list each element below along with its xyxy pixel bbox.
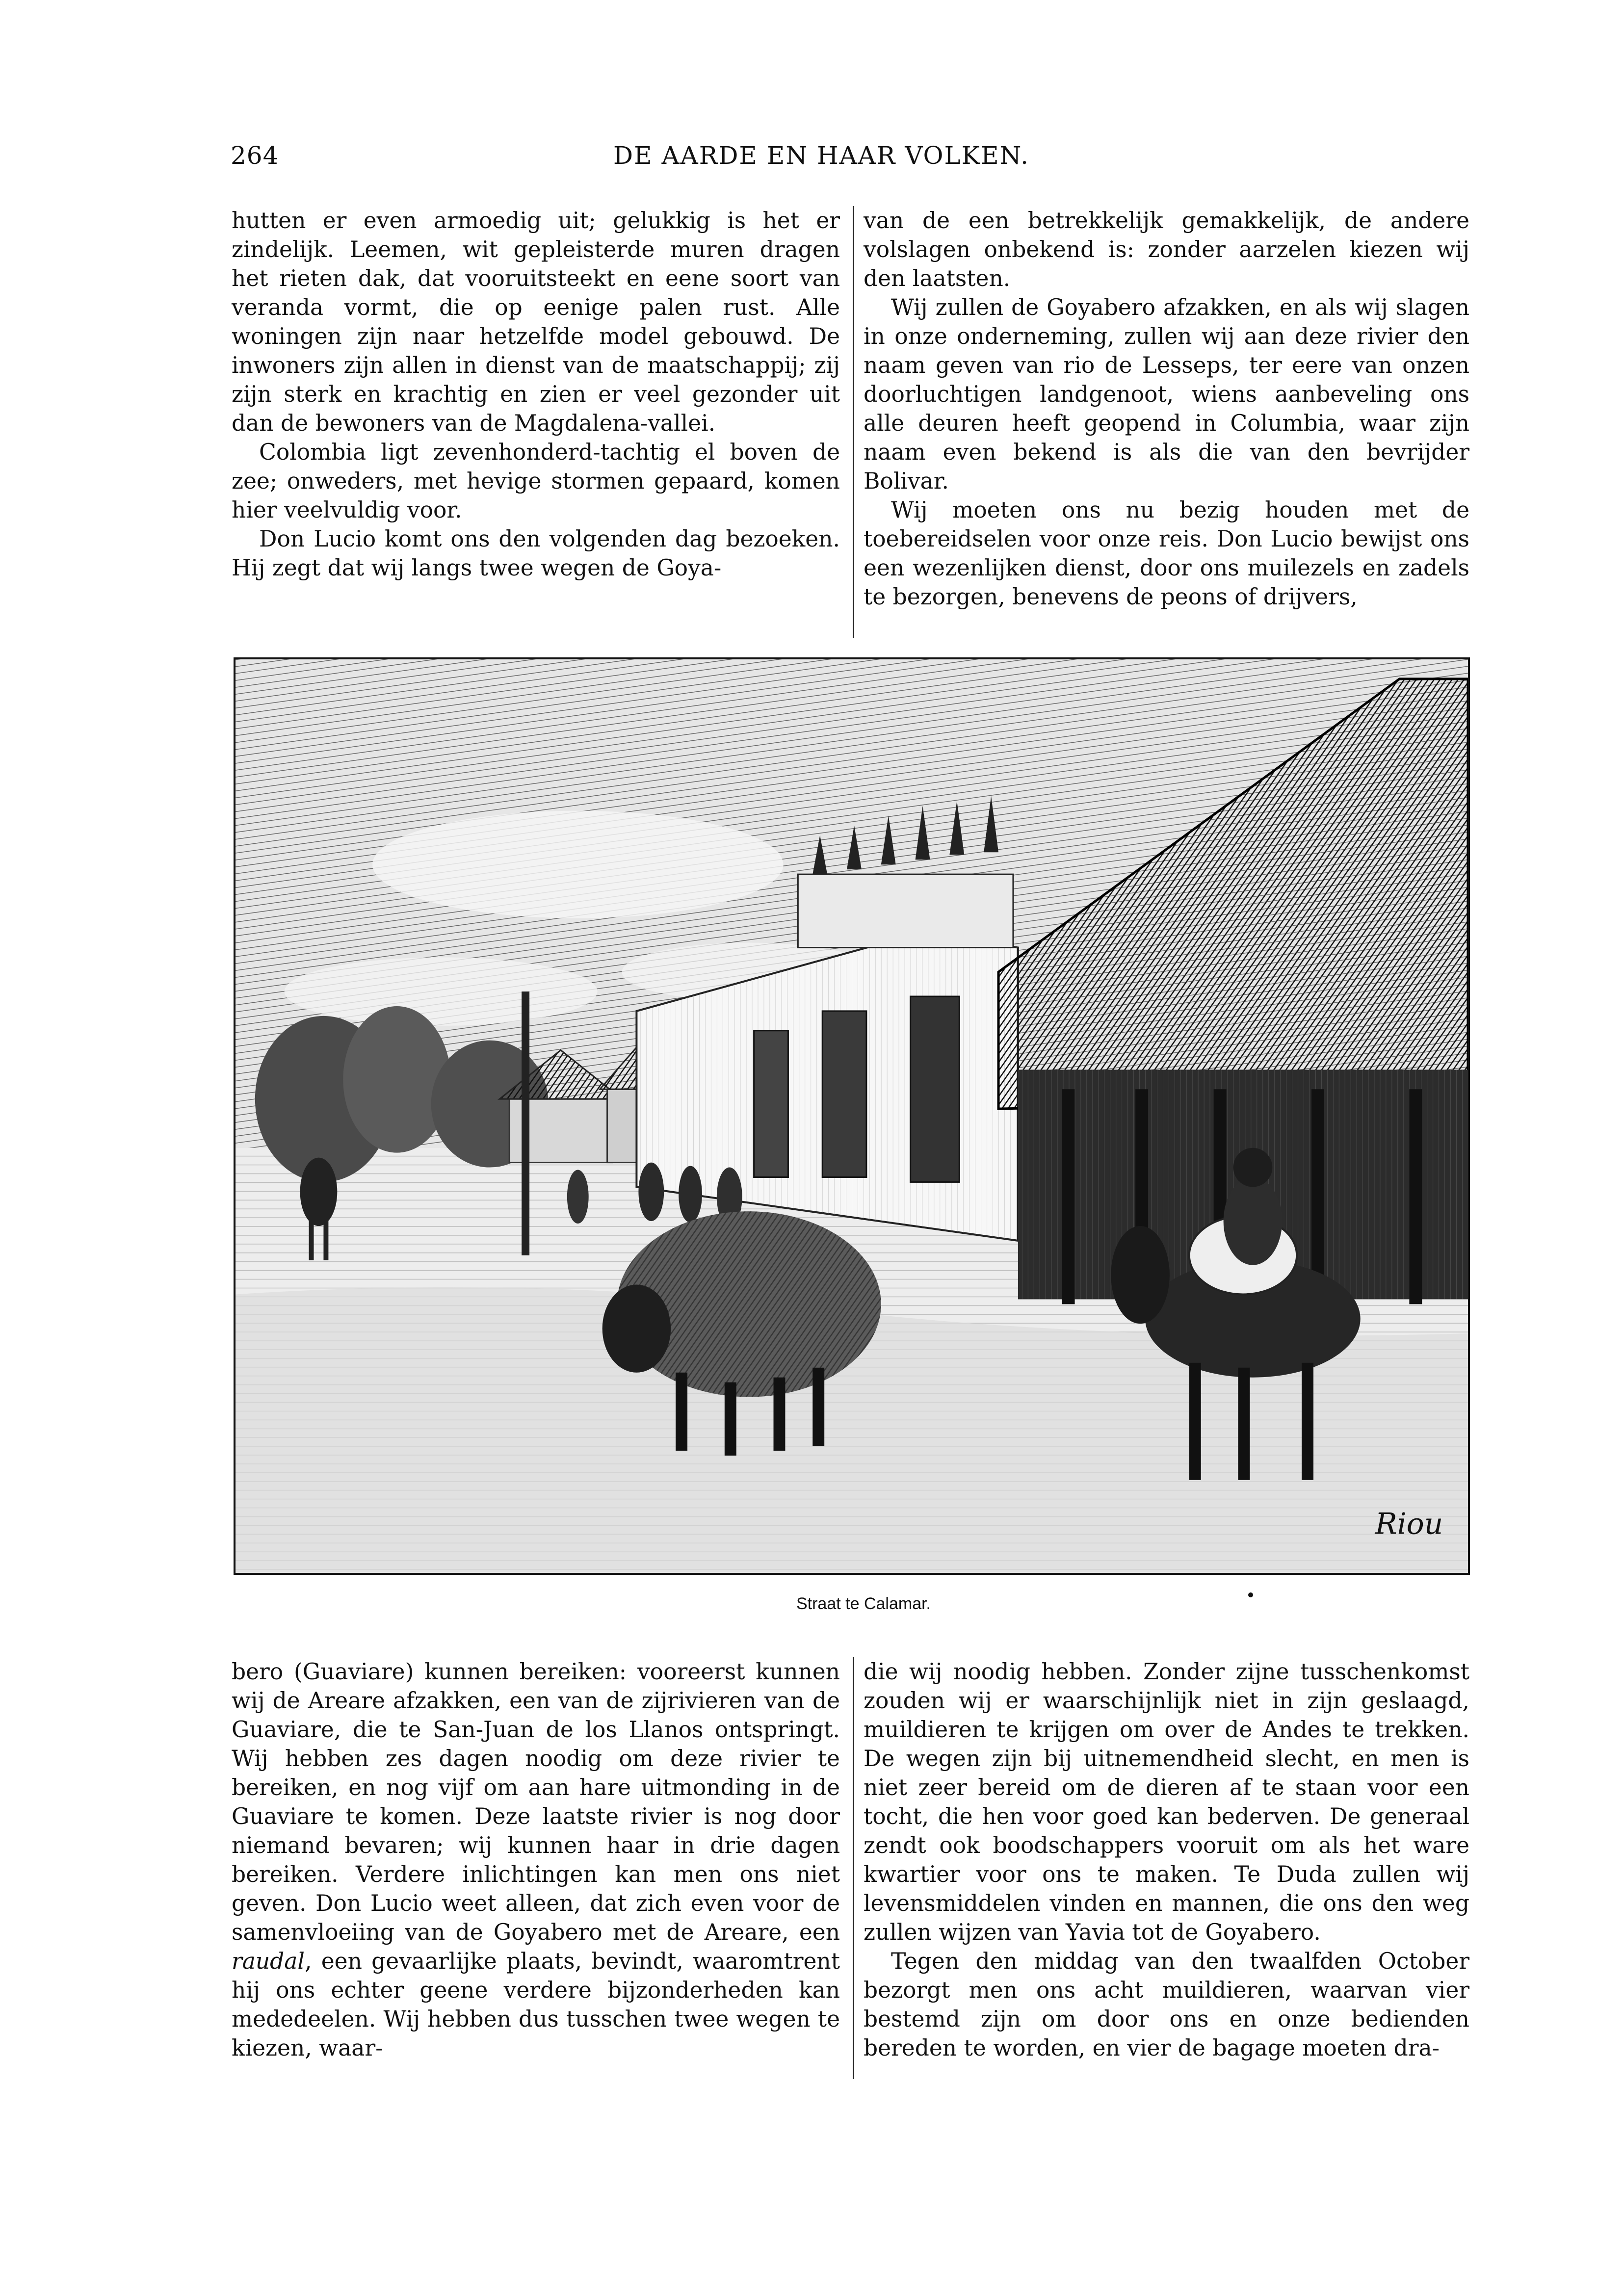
column-divider bbox=[853, 206, 854, 638]
engraving-illustration bbox=[236, 659, 1468, 1573]
running-title: DE AARDE EN HAAR VOLKEN. bbox=[613, 141, 1030, 170]
paragraph bbox=[232, 1657, 840, 2062]
figure-caption: Straat te Calamar. bbox=[796, 1594, 931, 1613]
paragraph: Wij moeten ons nu bezig houden met de toebereidselen voor onze reis. Don Lucio bewijst ons een wezenlijken dienst, door ons muilezels en zadels te bezorgen, benevens de peons of drijvers, bbox=[864, 497, 1469, 610]
paragraph: Don Lucio komt ons den volgenden dag bezoeken. Hij zegt dat wij langs twee wegen de Goya- bbox=[232, 526, 840, 581]
paragraph: van de een betrekkelijk gemakkelijk, de andere volslagen onbekend is: zonder aarzelen kiezen wij den laatsten. bbox=[864, 208, 1469, 291]
cloud bbox=[372, 811, 783, 918]
artist-signature: Riou bbox=[1375, 1507, 1443, 1541]
column-divider bbox=[853, 1657, 854, 2079]
paragraph: hutten er even armoedig uit; gelukkig is het er zindelijk. Leemen, wit gepleisterde muren dragen het rieten dak, dat vooruitsteekt en eene soort van veranda vormt, die op eenige palen rust. Alle woningen zijn naar hetzelfde model gebouwd. De inwoners zijn allen in dienst van de maatschappij; zij zijn sterk en krachtig en zien er veel gezonder uit dan de bewoners van de Magdalena-vallei. bbox=[232, 208, 840, 436]
page-number: 264 bbox=[231, 141, 279, 170]
italic-term: raudal bbox=[232, 1948, 305, 1974]
engraving-street-scene bbox=[234, 657, 1470, 1575]
paragraph-text: , een gevaarlijke plaats, bevindt, waaromtrent hij ons echter geene verdere bijzonderheden kan mededeelen. Wij hebben dus tusschen twee wegen te kiezen, waar- bbox=[232, 1948, 840, 2061]
wooden-pole bbox=[522, 991, 529, 1255]
cloud bbox=[285, 957, 598, 1025]
text-column-bottom-left bbox=[232, 1657, 840, 2062]
paragraph: Colombia ligt zevenhonderd-tachtig el boven de zee; onweders, met hevige stormen gepaard, komen hier veelvuldig voor. bbox=[232, 439, 840, 523]
paragraph: die wij noodig hebben. Zonder zijne tusschenkomst zouden wij er waarschijnlijk niet in zijn geslaagd, muildieren te krijgen om over de Andes te trekken. De wegen zijn bij uitnemendheid slecht, en men is niet zeer bereid om de dieren af te staan voor een tocht, die hen voor goed kan bederven. De generaal zendt ook boodschappers vooruit om als het ware kwartier voor ons te maken. Te Duda zullen wij levensmiddelen vinden en mannen, die ons den weg zullen wijzen van Yavia tot de Goyabero. bbox=[864, 1659, 1469, 1945]
ink-speck bbox=[1248, 1592, 1253, 1597]
paragraph: Tegen den middag van den twaalfden October bezorgt men ons acht muildieren, waarvan vier bestemd zijn om door ons en onze bedienden bereden te worden, en vier de bagage moeten dra- bbox=[864, 1948, 1469, 2061]
text-column-top-right bbox=[864, 206, 1469, 611]
paragraph: Wij zullen de Goyabero afzakken, en als wij slagen in onze onderneming, zullen wij aan deze rivier den naam geven van rio de Lesseps, ter eere van onzen doorluchtigen landgenoot, wiens aanbeveling ons alle deuren heeft geopend in Columbia, waar zijn naam even bekend is als die van den bevrijder Bolivar. bbox=[864, 294, 1469, 494]
text-column-top-left bbox=[232, 206, 840, 582]
paragraph-text: bero (Guaviare) kunnen bereiken: vooreerst kunnen wij de Areare afzakken, een van de zijrivieren van de Guaviare, die te San-Juan de los Llanos ontspringt. Wij hebben zes dagen noodig om deze rivier te bereiken, en nog vijf om aan hare uitmonding in de Guaviare te komen. Deze laatste rivier is nog door niemand bevaren; wij kunnen haar in drie dagen bereiken. Verdere inlichtingen kan men ons niet geven. Don Lucio weet alleen, dat zich even voor de samenvloeiing van de Goyabero met de Areare, een bbox=[232, 1659, 840, 1945]
text-column-bottom-right bbox=[864, 1657, 1469, 2062]
